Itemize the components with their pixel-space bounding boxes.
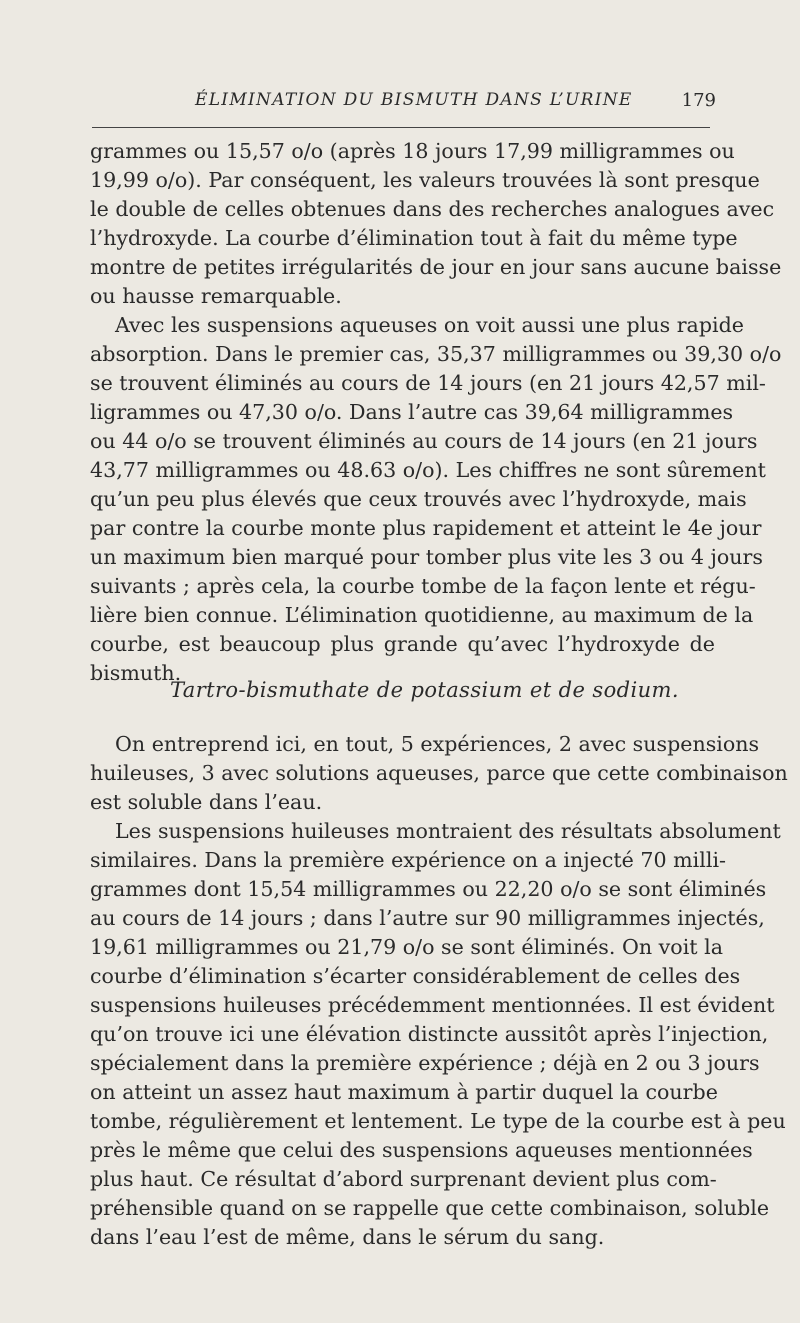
text-line: bismuth. <box>90 661 182 685</box>
text-line: ligrammes ou 47,30 o/o. Dans l’autre cas 39,64 milligrammes <box>90 400 734 424</box>
running-title: ÉLIMINATION DU BISMUTH DANS L’URINE <box>195 90 633 110</box>
text-line: un maximum bien marqué pour tomber plus vite les 3 ou 4 jours <box>90 545 763 569</box>
text-line: tombe, régulièrement et lentement. Le type de la courbe est à peu <box>90 1109 786 1133</box>
text-line: Les suspensions huileuses montraient des résultats absolument <box>115 819 781 843</box>
text-line: ou hausse remarquable. <box>90 284 342 308</box>
text-line: qu’on trouve ici une élévation distincte aussitôt après l’injection, <box>90 1022 769 1046</box>
text-line: le double de celles obtenues dans des recherches analogues avec <box>90 197 775 221</box>
text-line: 19,61 milligrammes ou 21,79 o/o se sont éliminés. On voit la <box>90 935 723 959</box>
text-line: près le même que celui des suspensions aqueuses mentionnées <box>90 1138 753 1162</box>
text-line: on atteint un assez haut maximum à partir duquel la courbe <box>90 1080 718 1104</box>
text-line: 43,77 milligrammes ou 48.63 o/o). Les chiffres ne sont sûrement <box>90 458 766 482</box>
text-line: préhensible quand on se rappelle que cette combinaison, soluble <box>90 1196 770 1220</box>
text-line: huileuses, 3 avec solutions aqueuses, parce que cette combinaison <box>90 761 788 785</box>
body-text-part-1 <box>90 137 782 688</box>
text-line: suivants ; après cela, la courbe tombe de la façon lente et régu- <box>90 574 756 598</box>
section-heading: Tartro-bismuthate de potassium et de sodium. <box>170 678 679 702</box>
text-line: ou 44 o/o se trouvent éliminés au cours de 14 jours (en 21 jours <box>90 429 758 453</box>
text-line: absorption. Dans le premier cas, 35,37 milligrammes ou 39,30 o/o <box>90 342 782 366</box>
text-line: lière bien connue. L’élimination quotidienne, au maximum de la <box>90 603 754 627</box>
running-head <box>90 90 716 120</box>
text-line: On entreprend ici, en tout, 5 expériences, 2 avec suspensions <box>115 732 760 756</box>
text-line: grammes dont 15,54 milligrammes ou 22,20 o/o se sont éliminés <box>90 877 767 901</box>
body-text-part-2 <box>90 730 788 1252</box>
text-line: l’hydroxyde. La courbe d’élimination tout à fait du même type <box>90 226 738 250</box>
text-line: grammes ou 15,57 o/o (après 18 jours 17,99 milligrammes ou <box>90 139 735 163</box>
text-line: dans l’eau l’est de même, dans le sérum du sang. <box>90 1225 605 1249</box>
text-line: spécialement dans la première expérience ; déjà en 2 ou 3 jours <box>90 1051 760 1075</box>
text-line: par contre la courbe monte plus rapidement et atteint le 4e jour <box>90 516 762 540</box>
text-line: suspensions huileuses précédemment mentionnées. Il est évident <box>90 993 775 1017</box>
text-line: similaires. Dans la première expérience on a injecté 70 milli- <box>90 848 726 872</box>
text-line: Avec les suspensions aqueuses on voit aussi une plus rapide <box>115 313 744 337</box>
text-line: 19,99 o/o). Par conséquent, les valeurs trouvées là sont presque <box>90 168 760 192</box>
text-line: au cours de 14 jours ; dans l’autre sur 90 milligrammes injectés, <box>90 906 765 930</box>
text-line: courbe d’élimination s’écarter considérablement de celles des <box>90 964 741 988</box>
header-rule <box>92 127 710 128</box>
page-number: 179 <box>681 90 716 111</box>
text-line: qu’un peu plus élevés que ceux trouvés avec l’hydroxyde, mais <box>90 487 747 511</box>
text-line: se trouvent éliminés au cours de 14 jours (en 21 jours 42,57 mil- <box>90 371 766 395</box>
text-line: plus haut. Ce résultat d’abord surprenant devient plus com- <box>90 1167 717 1191</box>
text-line: montre de petites irrégularités de jour en jour sans aucune baisse <box>90 255 782 279</box>
text-line: courbe, est beaucoup plus grande qu’avec l’hydroxyde de <box>90 632 715 656</box>
text-line: est soluble dans l’eau. <box>90 790 323 814</box>
